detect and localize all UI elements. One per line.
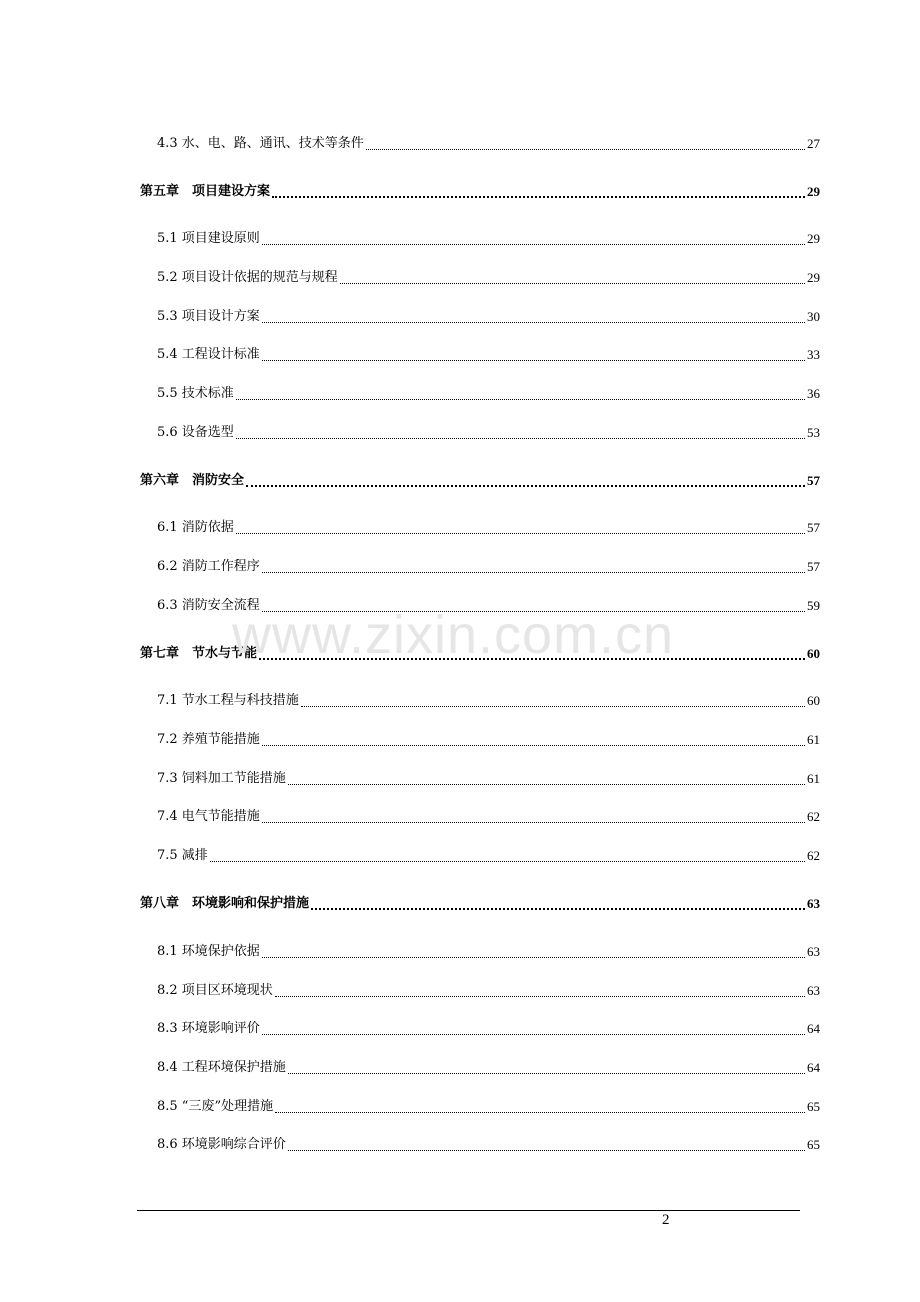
toc-entry-page: 29	[807, 231, 820, 246]
toc-entry-title: 第五章 项目建设方案	[140, 184, 271, 199]
dot-leader	[262, 806, 805, 828]
dot-leader	[288, 1134, 805, 1156]
toc-entry-title: 6.3 消防安全流程	[157, 598, 260, 613]
toc-chapter-5[interactable]	[140, 181, 820, 203]
dot-leader	[275, 1096, 805, 1118]
dot-leader	[366, 133, 805, 155]
toc-entry-8-2[interactable]	[157, 980, 820, 1002]
toc-entry-page: 63	[807, 896, 820, 911]
toc-entry-title: 8.3 环境影响评价	[157, 1021, 260, 1036]
toc-entry-title: 7.5 减排	[157, 848, 208, 863]
toc-entry-title: 第八章 环境影响和保护措施	[140, 896, 310, 911]
dot-leader	[259, 643, 805, 665]
toc-entry-8-1[interactable]	[157, 941, 820, 963]
toc-entry-title: 5.4 工程设计标准	[157, 347, 260, 362]
toc-entry-6-1[interactable]	[157, 517, 820, 539]
toc-entry-page: 63	[807, 983, 820, 998]
dot-leader	[262, 228, 805, 250]
toc-entry-title: 5.5 技术标准	[157, 386, 234, 401]
dot-leader	[288, 1057, 805, 1079]
dot-leader	[262, 595, 805, 617]
toc-entry-title: 第六章 消防安全	[140, 473, 245, 488]
toc-chapter-7[interactable]	[140, 643, 820, 665]
toc-entry-title: 7.4 电气节能措施	[157, 809, 260, 824]
toc-entry-page: 62	[807, 848, 820, 863]
toc-entry-title: 5.1 项目建设原则	[157, 231, 260, 246]
toc-chapter-6[interactable]	[140, 470, 820, 492]
toc-entry-title: 5.2 项目设计依据的规范与规程	[157, 270, 338, 285]
dot-leader	[275, 980, 805, 1002]
toc-entry-page: 57	[807, 473, 820, 488]
toc-entry-page: 65	[807, 1137, 820, 1152]
dot-leader	[262, 941, 805, 963]
toc-entry-page: 29	[807, 184, 820, 199]
toc-entry-title: 6.1 消防依据	[157, 520, 234, 535]
toc-entry-7-2[interactable]	[157, 729, 820, 751]
toc-entry-page: 30	[807, 309, 820, 324]
toc-entry-4-3[interactable]	[157, 133, 820, 155]
toc-entry-page: 64	[807, 1060, 820, 1075]
toc-entry-5-5[interactable]	[157, 383, 820, 405]
toc-entry-6-3[interactable]	[157, 595, 820, 617]
toc-entry-page: 57	[807, 559, 820, 574]
toc-entry-5-1[interactable]	[157, 228, 820, 250]
dot-leader	[246, 470, 805, 492]
dot-leader	[262, 729, 805, 751]
toc-entry-7-5[interactable]	[157, 845, 820, 867]
dot-leader	[262, 344, 805, 366]
dot-leader	[236, 383, 805, 405]
toc-entry-6-2[interactable]	[157, 556, 820, 578]
toc-entry-page: 57	[807, 520, 820, 535]
toc-entry-title: 4.3 水、电、路、通讯、技术等条件	[157, 136, 364, 151]
dot-leader	[272, 181, 805, 203]
toc-entry-5-4[interactable]	[157, 344, 820, 366]
toc-entry-page: 29	[807, 270, 820, 285]
toc-entry-page: 36	[807, 386, 820, 401]
toc-entry-page: 64	[807, 1021, 820, 1036]
toc-entry-8-3[interactable]	[157, 1018, 820, 1040]
dot-leader	[262, 306, 805, 328]
toc-entry-title: 6.2 消防工作程序	[157, 559, 260, 574]
toc-entry-title: 8.1 环境保护依据	[157, 944, 260, 959]
dot-leader	[262, 556, 805, 578]
toc-entry-title: 5.3 项目设计方案	[157, 309, 260, 324]
dot-leader	[210, 845, 805, 867]
toc-entry-title: 8.5 “三废”处理措施	[157, 1099, 274, 1114]
dot-leader	[288, 768, 805, 790]
toc-entry-title: 第七章 节水与节能	[140, 646, 258, 661]
watermark: www.zixin.com.cn	[232, 605, 675, 665]
toc-entry-page: 63	[807, 944, 820, 959]
toc-entry-5-3[interactable]	[157, 306, 820, 328]
toc-entry-7-1[interactable]	[157, 690, 820, 712]
toc-entry-page: 62	[807, 809, 820, 824]
toc-entry-5-2[interactable]	[157, 267, 820, 289]
toc-entry-5-6[interactable]	[157, 422, 820, 444]
toc-entry-page: 60	[807, 646, 820, 661]
toc-entry-page: 33	[807, 347, 820, 362]
toc-entry-title: 8.6 环境影响综合评价	[157, 1137, 286, 1152]
dot-leader	[301, 690, 805, 712]
toc-entry-page: 65	[807, 1099, 820, 1114]
toc-entry-title: 8.2 项目区环境现状	[157, 983, 273, 998]
toc-entry-7-4[interactable]	[157, 806, 820, 828]
toc-entry-page: 53	[807, 425, 820, 440]
dot-leader	[236, 422, 805, 444]
dot-leader	[262, 1018, 805, 1040]
footer-divider	[137, 1210, 800, 1211]
toc-entry-8-6[interactable]	[157, 1134, 820, 1156]
toc-entry-page: 59	[807, 598, 820, 613]
toc-entry-title: 7.1 节水工程与科技措施	[157, 693, 299, 708]
page-number: 2	[662, 1212, 670, 1228]
dot-leader	[340, 267, 805, 289]
toc-entry-page: 61	[807, 732, 820, 747]
toc-entry-title: 7.3 饲料加工节能措施	[157, 771, 286, 786]
toc-entry-title: 8.4 工程环境保护措施	[157, 1060, 286, 1075]
toc-entry-page: 27	[807, 136, 820, 151]
dot-leader	[311, 893, 805, 915]
toc-entry-8-5[interactable]	[157, 1096, 820, 1118]
toc-entry-title: 5.6 设备选型	[157, 425, 234, 440]
toc-entry-title: 7.2 养殖节能措施	[157, 732, 260, 747]
toc-entry-page: 61	[807, 771, 820, 786]
toc-entry-page: 60	[807, 693, 820, 708]
toc-entry-7-3[interactable]	[157, 768, 820, 790]
toc-chapter-8[interactable]	[140, 893, 820, 915]
dot-leader	[236, 517, 805, 539]
toc-entry-8-4[interactable]	[157, 1057, 820, 1079]
